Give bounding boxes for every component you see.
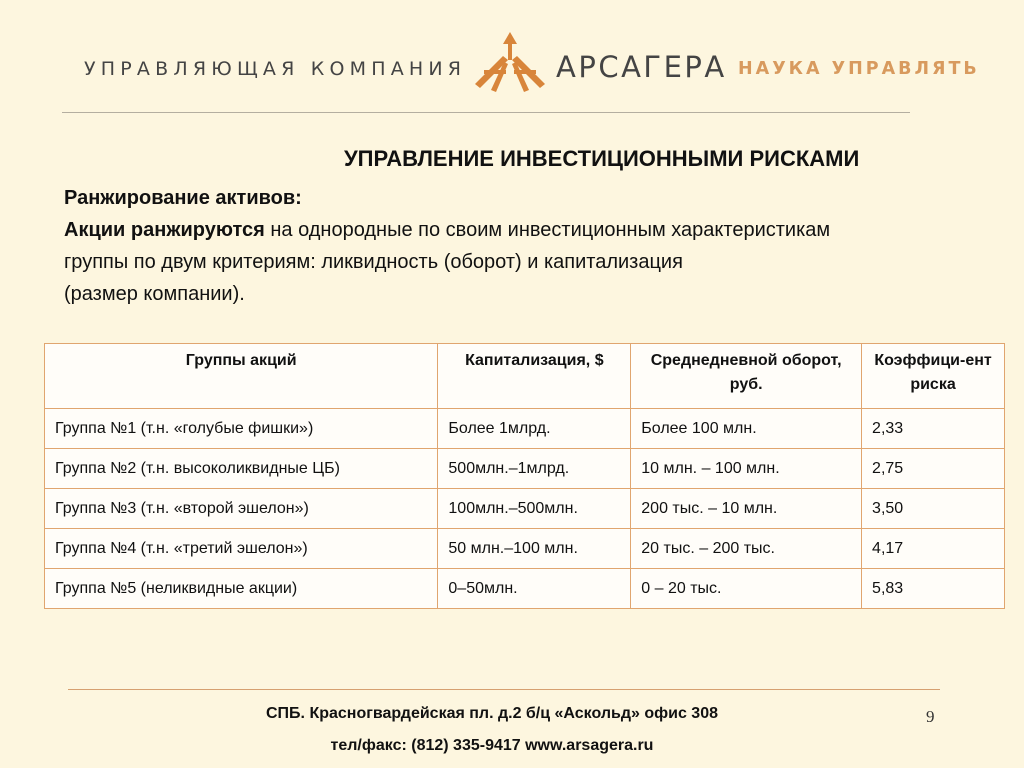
group-cell: Группа №4 (т.н. «третий эшелон») — [45, 529, 438, 569]
group-cell: Группа №2 (т.н. высоколиквидные ЦБ) — [45, 449, 438, 489]
company-label: УПРАВЛЯЮЩАЯ КОМПАНИЯ — [84, 58, 467, 80]
capitalization-cell: 100млн.–500млн. — [438, 489, 631, 529]
turnover-cell: 0 – 20 тыс. — [631, 569, 862, 609]
intro-text — [64, 182, 994, 310]
header-divider — [62, 112, 910, 113]
footer-contacts: тел/факс: (812) 335-9417 www.arsagera.ru — [330, 737, 654, 754]
risk-cell: 2,33 — [862, 409, 1005, 449]
capitalization-cell: 50 млн.–100 млн. — [438, 529, 631, 569]
column-header-turnover: Среднедневной оборот, руб. — [631, 344, 862, 409]
lead-bold-text: Акции ранжируются — [64, 219, 265, 241]
table-row — [45, 409, 1005, 449]
capitalization-cell: Более 1млрд. — [438, 409, 631, 449]
capitalization-cell: 0–50млн. — [438, 569, 631, 609]
page-title: УПРАВЛЕНИЕ ИНВЕСТИЦИОННЫМИ РИСКАМИ — [344, 146, 860, 171]
table-row — [45, 569, 1005, 609]
lead-rest-text: на однородные по своим инвестиционным характеристикам — [264, 219, 831, 241]
column-header-risk-coefficient: Коэффици-ент риска — [862, 344, 1005, 409]
group-cell: Группа №3 (т.н. «второй эшелон») — [45, 489, 438, 529]
page-number: 9 — [926, 707, 935, 726]
intro-line-3: (размер компании). — [64, 283, 245, 305]
group-cell: Группа №5 (неликвидные акции) — [45, 569, 438, 609]
turnover-cell: Более 100 млн. — [631, 409, 862, 449]
capitalization-cell: 500млн.–1млрд. — [438, 449, 631, 489]
risk-cell: 5,83 — [862, 569, 1005, 609]
table-row — [45, 489, 1005, 529]
footer-address: СПБ. Красногвардейская пл. д.2 б/ц «Аскольд» офис 308 — [266, 705, 718, 722]
intro-line-2: группы по двум критериям: ликвидность (оборот) и капитализация — [64, 251, 683, 273]
column-header-groups: Группы акций — [45, 344, 438, 409]
turnover-cell: 20 тыс. – 200 тыс. — [631, 529, 862, 569]
table-header-row — [45, 344, 1005, 409]
risk-cell: 2,75 — [862, 449, 1005, 489]
turnover-cell: 200 тыс. – 10 млн. — [631, 489, 862, 529]
arsagera-logo-icon — [472, 30, 548, 96]
slogan: НАУКА УПРАВЛЯТЬ — [738, 59, 980, 79]
column-header-capitalization: Капитализация, $ — [438, 344, 631, 409]
section-subtitle: Ранжирование активов: — [64, 187, 302, 209]
table-row — [45, 529, 1005, 569]
table-row — [45, 449, 1005, 489]
stock-groups-table — [44, 343, 1005, 609]
footer-divider — [68, 689, 940, 690]
risk-cell: 3,50 — [862, 489, 1005, 529]
turnover-cell: 10 млн. – 100 млн. — [631, 449, 862, 489]
risk-cell: 4,17 — [862, 529, 1005, 569]
intro-line-1 — [64, 214, 994, 246]
group-cell: Группа №1 (т.н. «голубые фишки») — [45, 409, 438, 449]
brand-name: АРСАГЕРА — [556, 50, 727, 84]
